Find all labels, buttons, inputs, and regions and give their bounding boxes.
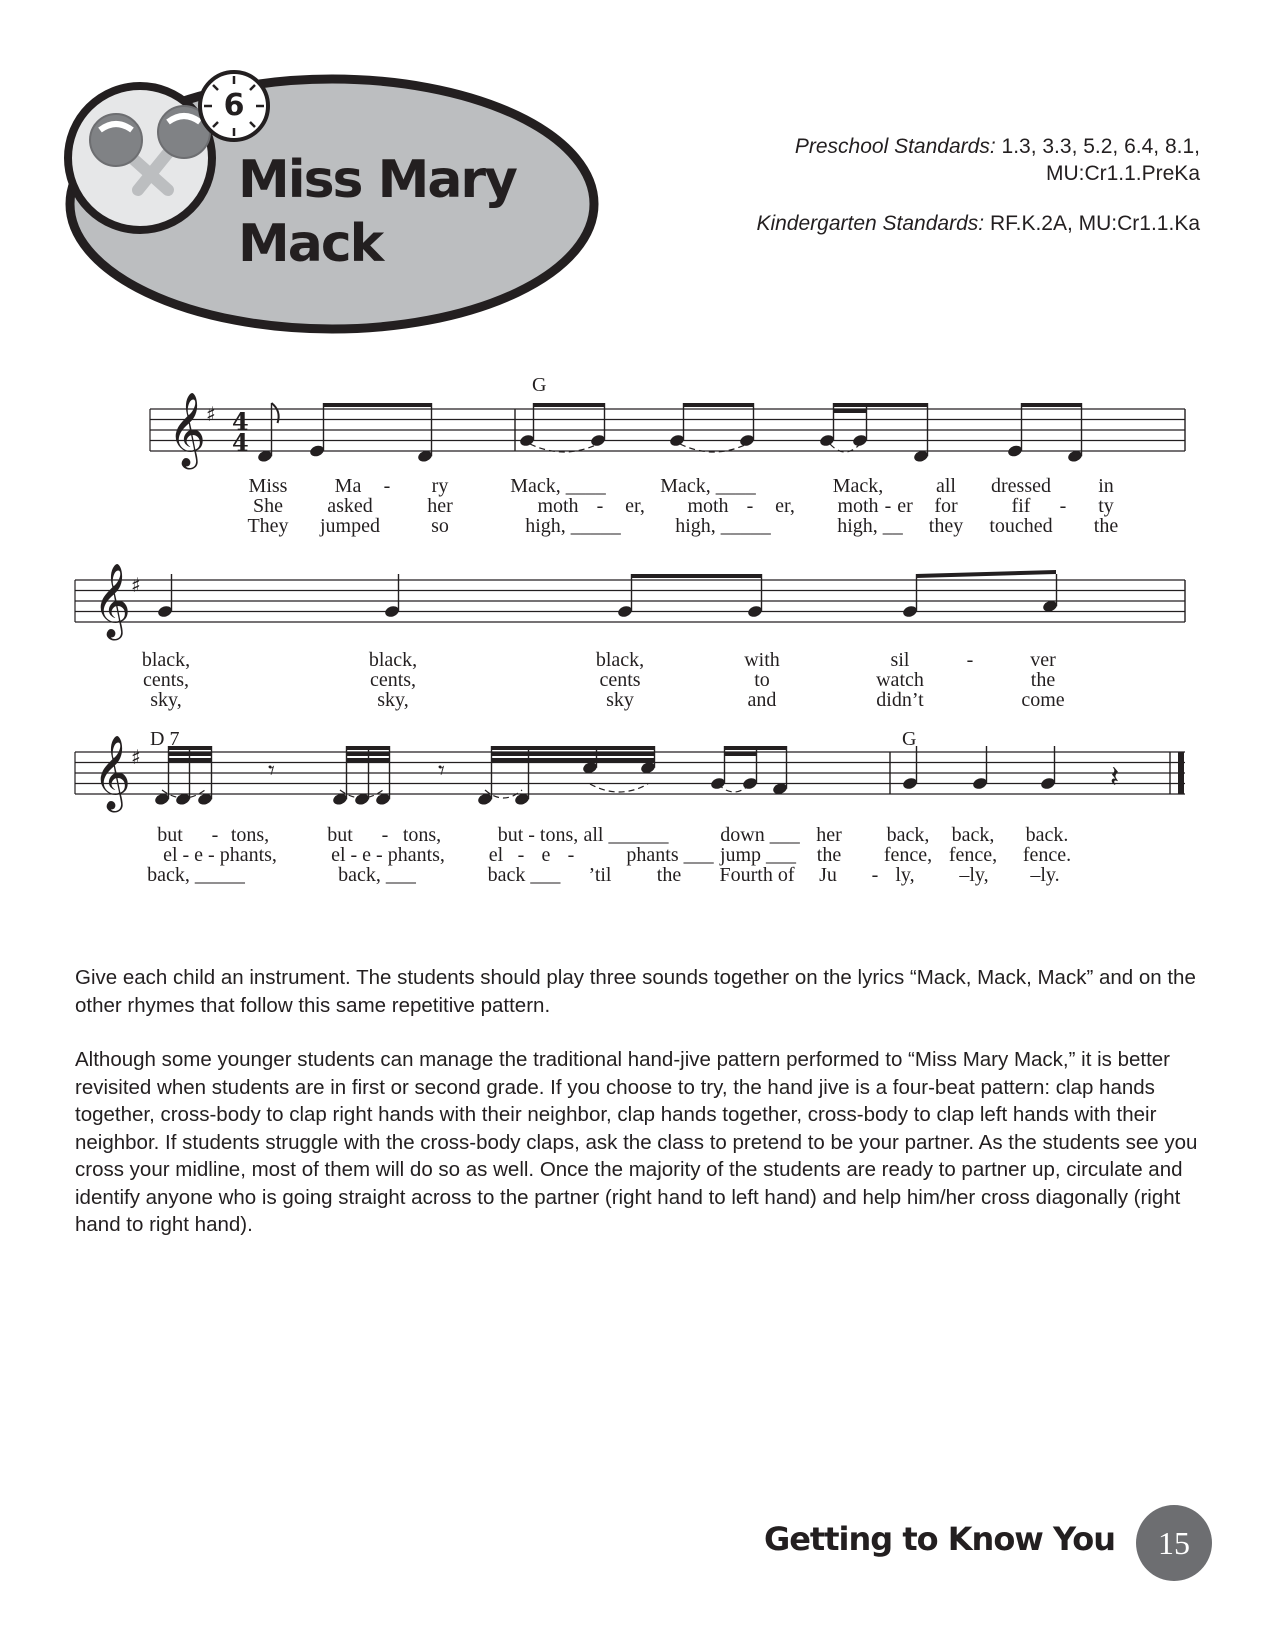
lyric-syllable: tons, <box>402 824 442 846</box>
lyric-syllable: watch <box>876 669 924 691</box>
lyric-syllable: all <box>936 475 956 497</box>
lyric-syllable: Fourth of <box>719 864 795 886</box>
lyric-syllable: back, _____ <box>147 864 245 886</box>
lyric-syllable: She <box>253 495 283 517</box>
chord-d7: D 7 <box>150 728 180 750</box>
lyric-syllable: fence. <box>1022 844 1072 866</box>
lyric-syllable: ver <box>1030 649 1056 671</box>
note-beam <box>833 409 866 413</box>
lyric-syllable: black, <box>595 649 645 671</box>
chord-g-1: G <box>532 374 547 396</box>
lyric-syllable: but - tons, <box>497 824 579 846</box>
key-signature-sharp: ♯ <box>131 745 141 769</box>
note-beam <box>491 758 654 762</box>
lyric-syllable: so <box>431 515 449 537</box>
instructions-paragraph-1: Give each child an instrument. The students should play three sounds together on the lyrics “Mack, Mack, Mack” and on the other rhymes that follow this same repetitive pattern. <box>75 966 1196 1017</box>
lyric-syllable: ry <box>431 475 449 497</box>
note-beam <box>631 574 761 578</box>
kindergarten-label: Kindergarten Standards: <box>756 212 985 235</box>
time-signature-bottom: 4 <box>232 428 249 457</box>
lyric-syllable: - <box>871 864 879 886</box>
note-beam <box>533 403 604 407</box>
quarter-rest-icon: 𝄽 <box>1110 760 1120 795</box>
note-beam <box>323 403 431 407</box>
lyric-syllable: all ______ <box>583 824 669 846</box>
lyric-syllable: cents, <box>142 669 190 691</box>
final-bar-line <box>1178 752 1184 794</box>
preschool-label: Preschool Standards: <box>794 135 996 158</box>
lyric-syllable: touched <box>989 515 1053 537</box>
lyric-syllable: back, ___ <box>338 864 416 886</box>
lyric-syllable: moth <box>837 495 879 517</box>
lyric-syllable: –ly. <box>1030 864 1060 886</box>
lyric-syllable: with <box>744 649 780 671</box>
lyric-syllable: her <box>816 824 842 846</box>
lyric-syllable: ’til <box>588 864 612 886</box>
lyric-syllable: - <box>1059 495 1067 517</box>
lyric-syllable: cents, <box>369 669 417 691</box>
lyric-syllable: jump ___ <box>719 844 797 866</box>
lyric-syllable: but <box>327 824 353 846</box>
lyric-syllable: high, _____ <box>525 515 621 537</box>
lyric-syllable: Mack, ____ <box>510 475 606 497</box>
note-beam <box>168 752 211 756</box>
lyric-syllable: sky, <box>377 689 409 711</box>
lyric-syllable: ly, <box>895 864 915 886</box>
lyric-syllable: tons, <box>230 824 270 846</box>
note-beam <box>491 746 654 750</box>
lyric-syllable: - <box>383 475 391 497</box>
lyric-syllable: come <box>1021 689 1065 711</box>
treble-clef-icon: 𝄞 <box>93 736 131 810</box>
lyric-syllable: Miss <box>248 475 288 497</box>
rest-icon: 𝄾 <box>268 756 275 786</box>
section-title: Getting to Know You <box>763 1520 1115 1558</box>
lyric-syllable: back. <box>1025 824 1069 846</box>
lyric-syllable: sil <box>890 649 910 671</box>
lyric-syllable: for <box>934 495 958 517</box>
lyric-syllable: - <box>517 844 525 866</box>
lyric-syllable: - <box>966 649 974 671</box>
lyric-syllable: didn’t <box>876 689 924 711</box>
lyric-syllable: high, __ <box>837 515 903 537</box>
instructions-paragraph-2: Although some younger students can manage the traditional hand-jive pattern performed to “Miss Mary Mack,” it is better revisited when students are in first or second grade. If you choose to try, the hand jive is a four-beat pattern: clap hands together, cross-body to clap right hands with their neighbor, clap hands together, cross-body to clap left hands with their neighbor. If students struggle with the cross-body claps, ask the class to pretend to be your partner. As the students see you cross your midline, most of them will do so as well. Once the majority of the students are ready to partner up, circulate and identify anyone who is going straight across to the partner (right hand to left hand) and help him/her cross diagonally (right hand to right hand). <box>75 1048 1198 1236</box>
lyric-syllable: the <box>816 844 842 866</box>
lyric-syllable: the <box>656 864 682 886</box>
note-beam <box>346 758 389 762</box>
key-signature-sharp: ♯ <box>131 573 141 597</box>
time-signature-top: 4 <box>232 407 249 436</box>
lyric-syllable: –ly, <box>959 864 989 886</box>
lyric-syllable: - <box>884 495 892 517</box>
note-beam <box>916 570 1056 578</box>
rest-icon: 𝄾 <box>438 756 445 786</box>
lyric-syllable: back, <box>951 824 995 846</box>
lyric-syllable: Ma <box>334 475 362 497</box>
note-beam <box>346 752 389 756</box>
lyric-syllable: dressed <box>991 475 1051 497</box>
lyric-syllable: el - e - phants, <box>163 844 277 866</box>
note-beam <box>1021 403 1081 407</box>
chord-g-2: G <box>902 728 917 750</box>
preschool-values-1: 1.3, 3.3, 5.2, 6.4, 8.1, <box>1001 135 1200 158</box>
lyric-syllable: fif <box>1011 495 1031 517</box>
note-beam <box>833 403 927 407</box>
lyric-syllable: - <box>567 844 575 866</box>
treble-clef-icon: 𝄞 <box>93 564 131 638</box>
lyric-syllable: back, <box>886 824 930 846</box>
lyric-syllable: black, <box>368 649 418 671</box>
lyric-syllable: the <box>1093 515 1119 537</box>
lyric-syllable: ty <box>1098 495 1114 517</box>
lyric-syllable: and <box>747 689 777 711</box>
lyric-syllable: fence, <box>883 844 933 866</box>
lyric-syllable: - <box>746 495 754 517</box>
lyric-syllable: high, _____ <box>675 515 771 537</box>
note-beam <box>491 752 654 756</box>
lyric-syllable: sky, <box>150 689 182 711</box>
song-title-line2: Mack <box>238 214 383 274</box>
lyric-syllable: but <box>157 824 183 846</box>
lyric-syllable: er <box>897 495 913 517</box>
lyric-syllable: asked <box>327 495 373 517</box>
page-number: 15 <box>1158 1525 1190 1561</box>
song-number: 6 <box>223 88 245 123</box>
lyric-syllable: to <box>754 669 770 691</box>
lyric-syllable: in <box>1098 475 1114 497</box>
lyric-syllable: el - e - phants, <box>331 844 445 866</box>
lyric-syllable: back ___ <box>487 864 561 886</box>
lyric-syllable: Mack, ____ <box>660 475 756 497</box>
lyric-syllable: er, <box>625 495 645 517</box>
song-title-line1: Miss Mary <box>238 150 516 210</box>
lyric-syllable: cents <box>599 669 641 691</box>
lyric-syllable: - <box>596 495 604 517</box>
kindergarten-values: RF.K.2A, MU:Cr1.1.Ka <box>989 212 1200 235</box>
lyric-syllable: er, <box>775 495 795 517</box>
preschool-values-2: MU:Cr1.1.PreKa <box>1045 162 1200 185</box>
lyric-syllable: Ju <box>819 864 837 886</box>
lyric-syllable: black, <box>141 649 191 671</box>
lyric-syllable: moth <box>537 495 579 517</box>
lyric-syllable: - <box>381 824 389 846</box>
treble-clef-icon: 𝄞 <box>168 393 206 467</box>
lyric-syllable: the <box>1030 669 1056 691</box>
lyric-syllable: sky <box>606 689 634 711</box>
lyric-syllable: el <box>488 844 504 866</box>
lyric-syllable: jumped <box>320 515 380 537</box>
lyric-syllable: phants ___ <box>626 844 714 866</box>
note-beam <box>683 403 753 407</box>
note-beam <box>724 746 756 750</box>
tie-slur <box>590 784 648 792</box>
lyric-syllable: e <box>541 844 551 866</box>
key-signature-sharp: ♯ <box>206 402 216 426</box>
lyric-syllable: they <box>928 515 964 537</box>
note-beam <box>346 746 389 750</box>
lyric-syllable: her <box>427 495 453 517</box>
lyric-syllable: moth <box>687 495 729 517</box>
note-beam <box>168 758 211 762</box>
lyric-syllable: Mack, <box>832 475 884 497</box>
lyric-syllable: down ___ <box>720 824 800 846</box>
lyric-syllable: fence, <box>948 844 998 866</box>
lyric-syllable: They <box>247 515 289 537</box>
note-beam <box>724 752 756 756</box>
lyric-syllable: - <box>211 824 219 846</box>
